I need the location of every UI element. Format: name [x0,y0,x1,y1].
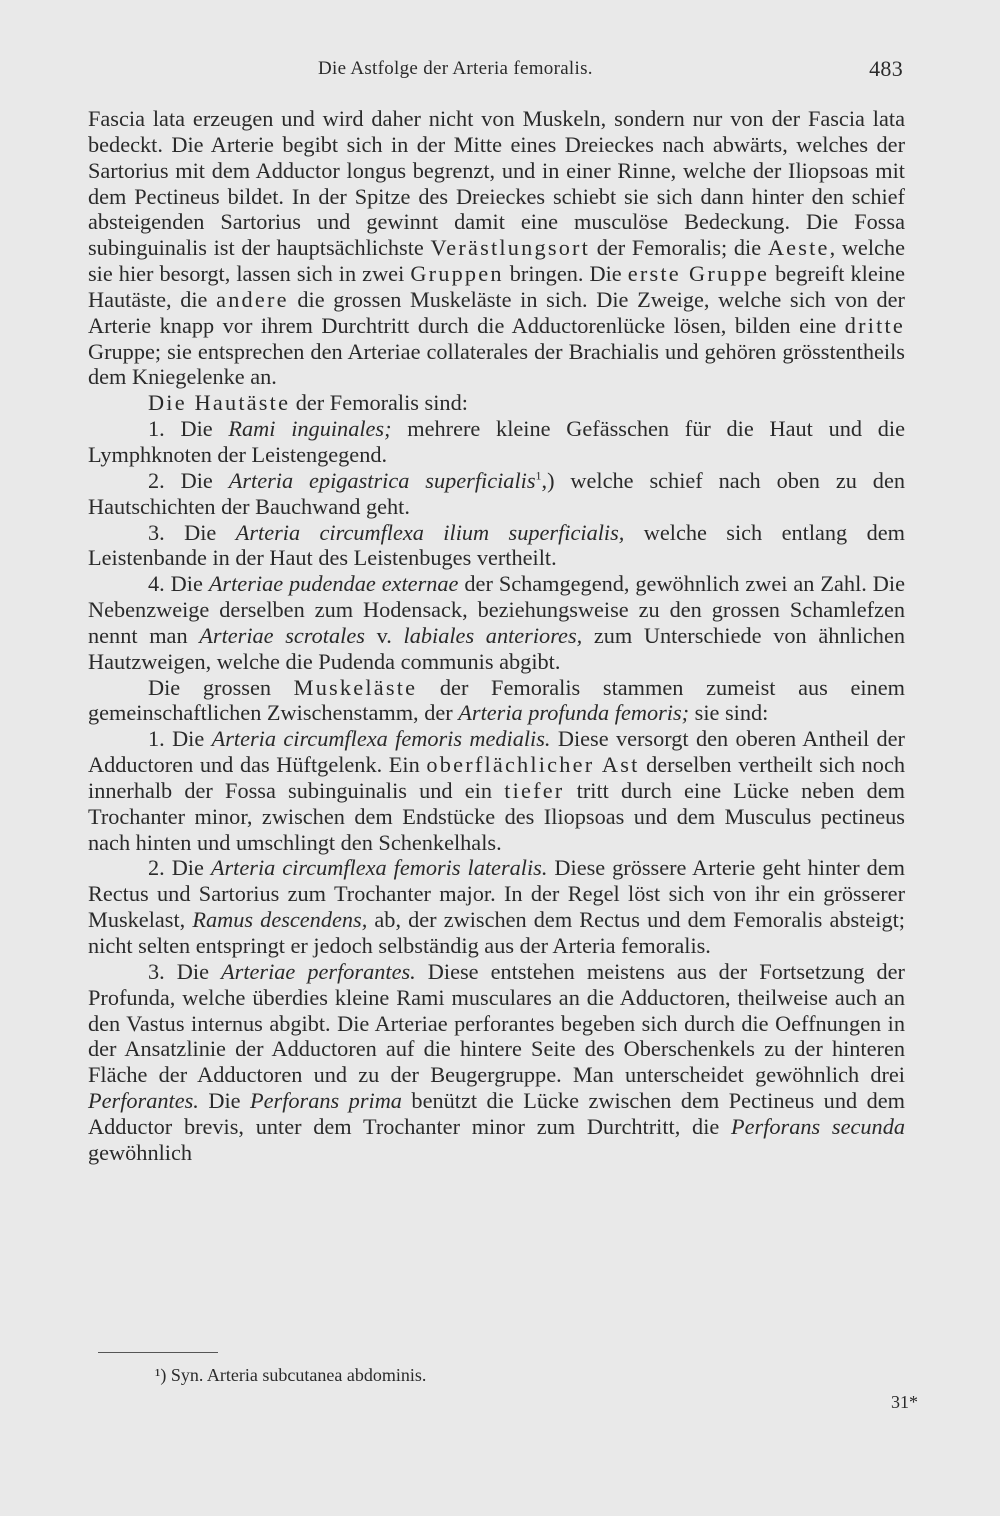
list-item-epigastrica [88,468,905,520]
text-run: , welche sie hier besorgt, lassen sich in zwei [88,235,905,287]
latin-term: Arteria circumflexa ilium superficialis, [235,519,625,545]
text-run: 3. Die [148,519,236,545]
spaced-term: Muskeläste [293,674,418,700]
text-run: v. [364,622,404,648]
text-run: die grossen Muskeläste in sich. Die Zweige, welche sich von der Arterie knapp vor ihrem Durchtritt durch die Adductorenlücke lösen, bilden eine [88,286,905,338]
spaced-term: Gruppen [410,261,504,287]
text-run: Gruppe; sie entsprechen den Arteriae collaterales der Brachialis und gehören grösstentheils dem Kniegelenke an. [88,338,905,390]
latin-term: Arteriae scrotales [199,622,365,648]
text-run: Diese entstehen meistens aus der Fortsetzung der Profunda, welche überdies kleine Rami musculares an die Adductoren, theilweise auch an den Vastus internus abgibt. Die Arteriae perforantes begeben sich durch die Oeffnungen in der Ansatzlinie der Adductoren auf die hintere Seite des Oberschenkels zu der hinteren Fläche der Adductoren und zu der Beugergruppe. Man unterscheidet gewöhnlich drei [88,958,905,1088]
text-run: 3. Die [148,958,222,984]
spaced-term: Die Hautäste [148,390,291,416]
spaced-term: tiefer [504,777,565,803]
spaced-term: oberflächlicher Ast [426,752,640,778]
body-text [88,106,905,1166]
text-run: ,) welche schief nach oben zu den Hautschichten der Bauchwand geht. [88,467,905,519]
text-run: der Femoralis; die [590,235,768,261]
text-run: der Femoralis sind: [290,390,468,416]
text-run: Fascia lata erzeugen und wird daher nicht von Muskeln, sondern nur von der Fascia lata bedeckt. Die Arterie begibt sich in der Mitte eines Dreieckes nach abwärts, welches der Sartorius mit dem Adductor longus begrenzt, und in einer Rinne, welche der Iliopsoas mit dem Pectineus bildet. In der Spitze des Dreieckes schiebt sie sich dann hinter den schief absteigenden Sartorius und gewinnt damit eine musculöse Bedeckung. Die Fossa subinguinalis ist der hauptsächlichste [88,106,905,261]
spaced-term: andere [216,286,289,312]
list-item-circumflexa-medialis [88,726,905,855]
text-run: 2. Die [148,467,229,493]
text-run: derselben vertheilt sich noch innerhalb der Fossa subinguinalis und ein [88,752,906,803]
text-run: der Schamgegend, gewöhnlich zwei an Zahl. Die Nebenzweige derselben zum Hodensack, beziehungsweise zu den grossen Schamlefzen nennt man [88,571,905,648]
footnote-mark: ¹) [155,1365,167,1385]
text-run: 1. Die [148,416,229,442]
signature-mark: 31* [891,1392,918,1412]
footnote-ref: 1 [535,468,542,483]
latin-term: Perforantes. [88,1088,199,1114]
latin-term: Ramus descendens, [192,907,368,933]
paragraph-muskelaeste [88,675,905,727]
running-head [88,58,903,86]
footnote-divider [98,1352,218,1353]
latin-term: Arteria epigastrica superficialis [228,467,536,493]
list-item-circumflexa-ilium [88,520,905,572]
latin-term: labiales anteriores, [403,622,583,648]
text-run: Die grossen [148,674,294,700]
text-run: gewöhnlich [88,1139,193,1165]
text-run: ab, der zwischen dem Rectus und dem Femoralis absteigt; nicht selten entspringt er jedoch selbständig aus der Arteria femoralis. [88,907,905,958]
text-run: benützt die Lücke zwischen dem Pectineus und dem Adductor brevis, unter dem Trochanter minor zum Durchtritt, die [88,1088,905,1139]
text-run: welche sich entlang dem Leistenbande in der Haut des Leistenbuges vertheilt. [88,519,905,571]
text-run: Diese grössere Arterie geht hinter dem Rectus und Sartorius zum Trochanter major. In der Regel löst sich von ihr ein grösserer Muskelast, [88,855,906,933]
page-number: 483 [869,56,903,81]
text-run: 4. Die [148,571,209,597]
list-item-perforantes [88,959,905,1166]
list-item-pudendae [88,571,905,674]
latin-term: Arteria circumflexa femoris lateralis. [210,855,548,881]
text-run: sie sind: [689,700,769,726]
text-run: 2. Die [148,855,211,881]
latin-term: Perforans prima [250,1088,402,1114]
text-run: Die [198,1088,251,1114]
latin-term: Rami inguinales; [228,416,392,442]
footnote-text: Syn. Arteria subcutanea abdominis. [166,1365,427,1385]
text-run: zum Unterschiede von ähnlichen Hautzweigen, welche die Pudenda communis abgibt. [88,622,906,674]
spaced-term: Aeste [767,235,830,261]
text-run: Diese versorgt den oberen Antheil der Adductoren und das Hüftgelenk. Ein [88,726,905,778]
latin-term: Perforans secunda [731,1113,905,1139]
text-run: tritt durch eine Lücke neben dem Trochanter minor, zwischen dem Endstücke des Iliopsoas und dem Musculus pectineus nach hinten und umschlingt den Schenkelhals. [88,777,905,855]
latin-term: Arteriae perforantes. [221,958,416,984]
text-run: der Femoralis stammen zumeist aus einem gemeinschaftlichen Zwischenstamm, der [88,674,905,726]
footnote [155,1365,426,1386]
spaced-term: dritte [844,312,905,338]
latin-term: Arteria profunda femoris; [458,700,690,726]
text-run: 1. Die [148,726,212,752]
list-item-rami-inguinales [88,416,905,468]
running-title: Die Astfolge der Arteria femoralis. [318,58,593,79]
list-item-circumflexa-lateralis [88,855,905,958]
text-run: mehrere kleine Gefässchen für die Haut und die Lymphknoten der Leistengegend. [88,416,905,467]
latin-term: Arteriae pudendae externae [208,571,459,597]
paragraph-hautaeste-heading [88,390,905,416]
latin-term: Arteria circumflexa femoris medialis. [211,726,551,752]
spaced-term: erste Gruppe [627,261,770,287]
paragraph-intro [88,106,905,390]
text-run: bringen. Die [503,261,628,287]
spaced-term: Verästlungsort [430,235,591,261]
text-run: begreift kleine Hautäste, die [88,261,905,312]
